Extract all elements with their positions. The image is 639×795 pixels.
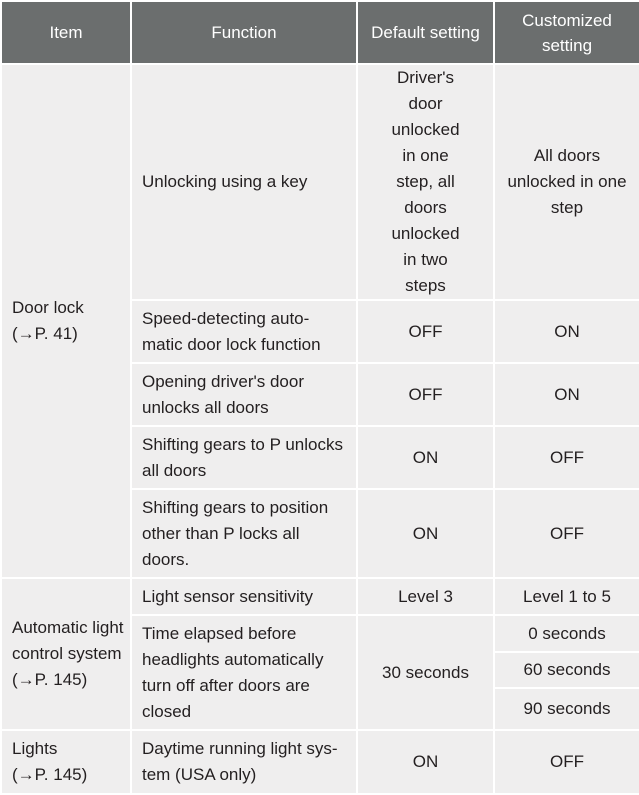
function-cell: Shifting gears to position other than P locks all doors.	[131, 489, 357, 578]
default-setting-cell: ON	[357, 426, 494, 489]
customized-setting-cell: OFF	[494, 730, 639, 794]
customized-option-cell: 90 seconds	[494, 688, 639, 730]
page-reference: (→P. 145)	[12, 765, 88, 784]
default-setting-cell: ON	[357, 730, 494, 794]
function-cell: Shifting gears to P unlocks all doors	[131, 426, 357, 489]
function-cell: Opening driver's door unlocks all doors	[131, 363, 357, 426]
page-reference: (→P. 145)	[12, 670, 88, 689]
default-setting-cell: 30 seconds	[357, 615, 494, 730]
customized-option-cell: 0 seconds	[494, 615, 639, 652]
item-label: Automatic light control system	[12, 618, 124, 663]
header-function: Function	[131, 1, 357, 64]
header-item: Item	[1, 1, 131, 64]
table-row	[1, 578, 639, 615]
customized-setting-cell: All doors unlocked in one step	[494, 64, 639, 300]
customized-setting-cell: OFF	[494, 489, 639, 578]
table-row	[1, 730, 639, 794]
default-setting-cell: ON	[357, 489, 494, 578]
function-cell: Daytime running light sys-tem (USA only)	[131, 730, 357, 794]
item-label: Door lock	[12, 298, 84, 317]
page-reference: (→P. 41)	[12, 324, 78, 343]
function-cell: Time elapsed before headlights automatically turn off after doors are closed	[131, 615, 357, 730]
default-setting-cell: OFF	[357, 363, 494, 426]
default-setting-cell: Level 3	[357, 578, 494, 615]
customized-setting-cell: OFF	[494, 426, 639, 489]
header-default-setting: Default setting	[357, 1, 494, 64]
item-label: Lights	[12, 739, 58, 758]
function-cell: Light sensor sensitivity	[131, 578, 357, 615]
default-setting-cell: OFF	[357, 300, 494, 363]
header-row	[1, 1, 639, 64]
item-automatic-light-control	[1, 578, 131, 730]
customized-option-cell: 60 seconds	[494, 652, 639, 688]
default-setting-cell: Driver's door unlocked in one step, all doors unlocked in two steps	[357, 64, 494, 300]
item-door-lock	[1, 64, 131, 578]
table-row	[1, 64, 639, 300]
customized-setting-cell: Level 1 to 5	[494, 578, 639, 615]
function-cell: Unlocking using a key	[131, 64, 357, 300]
function-cell: Speed-detecting auto-matic door lock function	[131, 300, 357, 363]
customized-setting-cell: ON	[494, 300, 639, 363]
item-lights	[1, 730, 131, 794]
header-customized-setting: Customized setting	[494, 1, 639, 64]
customized-setting-cell: ON	[494, 363, 639, 426]
